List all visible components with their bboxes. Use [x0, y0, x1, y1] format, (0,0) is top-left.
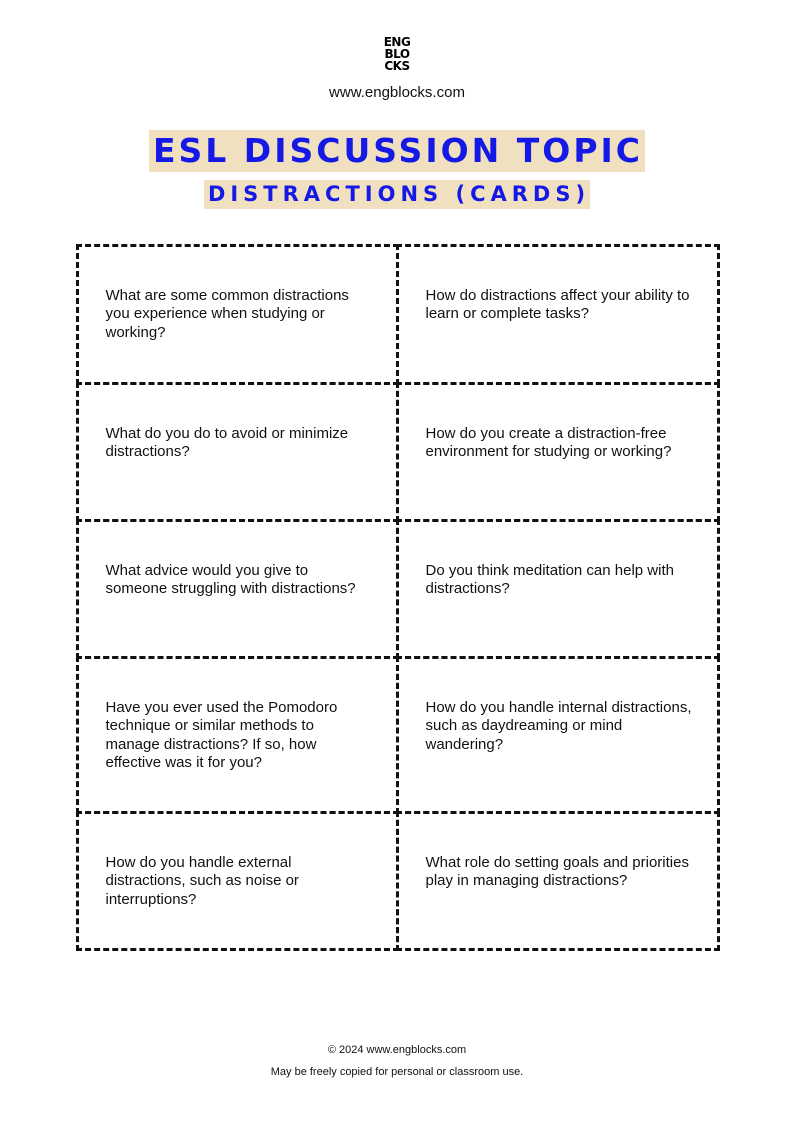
discussion-card: What advice would you give to someone struggling with distractions? [76, 519, 399, 659]
page-subtitle: DISTRACTIONS (CARDS) [204, 180, 590, 209]
discussion-cards-grid [77, 245, 718, 949]
discussion-card: How do distractions affect your ability to learn or complete tasks? [396, 244, 720, 385]
logo-line: BLO [384, 47, 410, 61]
page-title: ESL DISCUSSION TOPIC [149, 130, 645, 172]
discussion-card: How do you create a distraction-free environment for studying or working? [396, 382, 720, 522]
discussion-card: What are some common distractions you experience when studying or working? [76, 244, 399, 385]
title-wrap [0, 130, 794, 172]
discussion-card: How do you handle internal distractions, such as daydreaming or mind wandering? [396, 656, 720, 814]
discussion-card: What role do setting goals and priorities play in managing distractions? [396, 811, 720, 951]
discussion-card: How do you handle external distractions, such as noise or interruptions? [76, 811, 399, 951]
site-url: www.engblocks.com [329, 84, 465, 101]
logo-line: CKS [384, 59, 410, 73]
discussion-card: Have you ever used the Pomodoro technique or similar methods to manage distractions? If so, how effective was it for you? [76, 656, 399, 814]
discussion-card: What do you do to avoid or minimize distractions? [76, 382, 399, 522]
subtitle-wrap [0, 180, 794, 209]
footer-copyright: © 2024 www.engblocks.com [327, 1044, 467, 1056]
footer-note: May be freely copied for personal or classroom use. [270, 1066, 524, 1078]
logo-line: ENG [383, 35, 411, 49]
engblocks-logo [0, 36, 794, 72]
discussion-card: Do you think meditation can help with distractions? [396, 519, 720, 659]
